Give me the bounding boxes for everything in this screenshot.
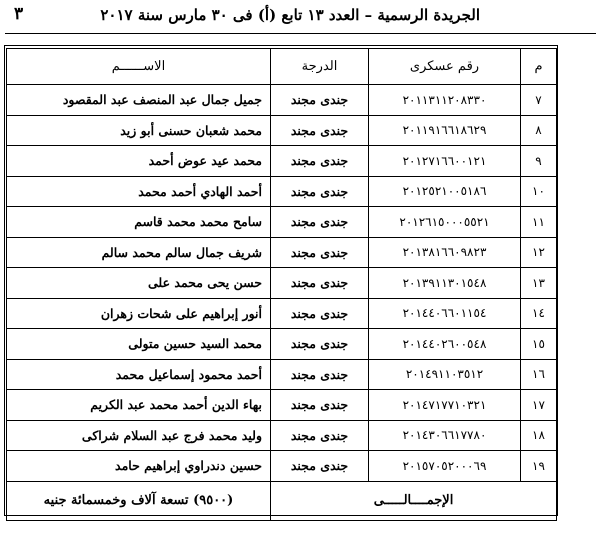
header-rule [5, 33, 596, 34]
row-index: ١٩ [521, 451, 557, 482]
row-military-number: ٢٠١٤٩١١٠٣٥١٢ [369, 359, 521, 390]
row-military-number: ٢٠١٥٧٠٥٢٠٠٠٦٩ [369, 451, 521, 482]
row-rank: جندى مجند [271, 451, 369, 482]
row-index: ٧ [521, 85, 557, 116]
table-row [7, 176, 557, 207]
total-value: (٩٥٠٠) تسعة آلاف وخمسمائة جنيه [7, 481, 271, 520]
row-rank: جندى مجند [271, 268, 369, 299]
row-rank: جندى مجند [271, 298, 369, 329]
page-number: ٣ [14, 4, 24, 24]
row-military-number: ٢٠١٢٦١٥٠٠٠٥٥٢١ [369, 207, 521, 238]
row-military-number: ٢٠١٣٨١٦٦٠٩٨٢٣ [369, 237, 521, 268]
row-military-number: ٢٠١٤٤٠٢٦٠٠٥٤٨ [369, 329, 521, 360]
row-military-number: ٢٠١٤٤٠٦٦٠١١٥٤ [369, 298, 521, 329]
row-rank: جندى مجند [271, 237, 369, 268]
row-military-number: ٢٠١٤٣٠٦٦١٧٧٨٠ [369, 420, 521, 451]
row-military-number: ٢٠١٢٥٢١٠٠٥١٨٦ [369, 176, 521, 207]
row-rank: جندى مجند [271, 207, 369, 238]
row-military-number: ٢٠١٣٩١١٣٠١٥٤٨ [369, 268, 521, 299]
row-index: ١٨ [521, 420, 557, 451]
gazette-title: الجريدة الرسمية – العدد ١٣ تابع (أ) فى ٣٠ مارس سنة ٢٠١٧ [100, 6, 480, 24]
table-row [7, 420, 557, 451]
row-index: ١٠ [521, 176, 557, 207]
table-row [7, 85, 557, 116]
table-row [7, 298, 557, 329]
col-header-index: م [521, 49, 557, 85]
row-military-number: ٢٠١١٩١٦٦١٨٦٢٩ [369, 115, 521, 146]
table-row [7, 359, 557, 390]
row-rank: جندى مجند [271, 146, 369, 177]
total-label: الإجمــــالـــــى [271, 481, 557, 520]
row-name: شريف جمال سالم محمد سالم [7, 237, 271, 268]
row-rank: جندى مجند [271, 390, 369, 421]
row-index: ١٣ [521, 268, 557, 299]
row-name: جميل جمال عبد المنصف عبد المقصود [7, 85, 271, 116]
row-name: محمد شعبان حسنى أبو زيد [7, 115, 271, 146]
row-rank: جندى مجند [271, 115, 369, 146]
row-rank: جندى مجند [271, 85, 369, 116]
row-name: بهاء الدين أحمد محمد عبد الكريم [7, 390, 271, 421]
table-row [7, 237, 557, 268]
row-index: ١١ [521, 207, 557, 238]
row-rank: جندى مجند [271, 359, 369, 390]
row-index: ١٦ [521, 359, 557, 390]
row-index: ١٢ [521, 237, 557, 268]
row-rank: جندى مجند [271, 329, 369, 360]
row-military-number: ٢٠١٢٧١٦٦٠٠١٢١ [369, 146, 521, 177]
table-row [7, 207, 557, 238]
row-military-number: ٢٠١٤٧١٧٧١٠٣٢١ [369, 390, 521, 421]
soldiers-table [6, 48, 557, 521]
row-name: أنور إبراهيم على شحات زهران [7, 298, 271, 329]
row-name: حسن يحى محمد على [7, 268, 271, 299]
col-header-rank: الدرجة [271, 49, 369, 85]
col-header-military-number: رقم عسكرى [369, 49, 521, 85]
page-header [0, 0, 610, 32]
row-name: سامح محمد محمد قاسم [7, 207, 271, 238]
table-row [7, 390, 557, 421]
row-military-number: ٢٠١١٣١١٢٠٨٣٣٠ [369, 85, 521, 116]
row-name: وليد محمد فرج عبد السلام شراكى [7, 420, 271, 451]
table-row [7, 451, 557, 482]
table-body [7, 85, 557, 482]
row-name: حسين دندراوي إبراهيم حامد [7, 451, 271, 482]
row-name: أحمد محمود إسماعيل محمد [7, 359, 271, 390]
row-index: ١٥ [521, 329, 557, 360]
row-name: أحمد الهادي أحمد محمد [7, 176, 271, 207]
row-name: محمد السيد حسين متولى [7, 329, 271, 360]
table-row [7, 115, 557, 146]
table-row [7, 268, 557, 299]
row-index: ١٤ [521, 298, 557, 329]
row-name: محمد عيد عوض أحمد [7, 146, 271, 177]
table-row [7, 329, 557, 360]
total-row [7, 481, 557, 520]
row-index: ١٧ [521, 390, 557, 421]
table-header-row [7, 49, 557, 85]
col-header-name: الاســــــم [7, 49, 271, 85]
row-index: ٩ [521, 146, 557, 177]
row-rank: جندى مجند [271, 420, 369, 451]
row-index: ٨ [521, 115, 557, 146]
row-rank: جندى مجند [271, 176, 369, 207]
table-row [7, 146, 557, 177]
